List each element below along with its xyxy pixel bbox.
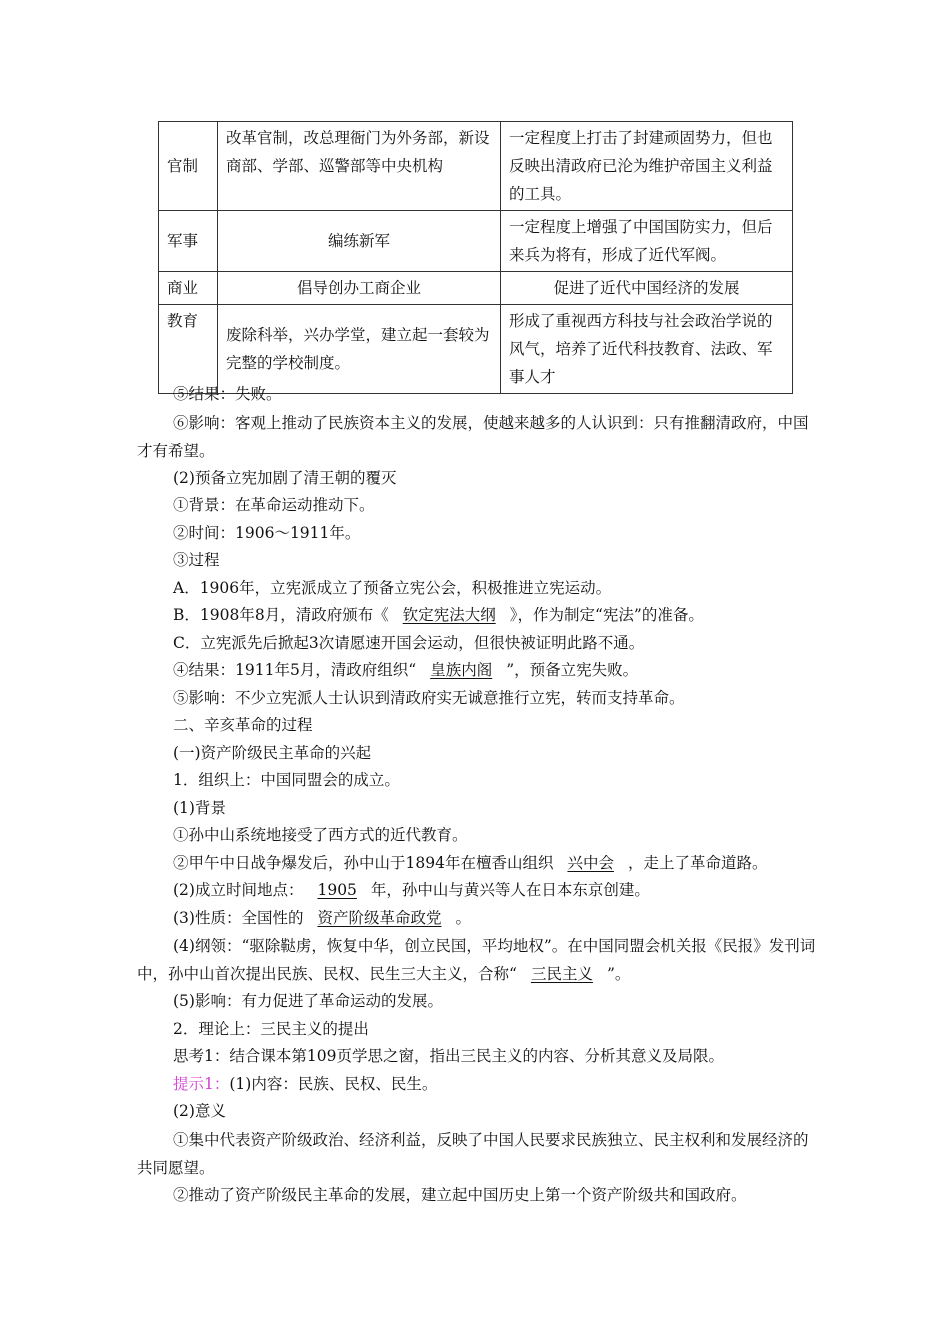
paragraph <box>137 850 817 878</box>
body-text <box>137 381 817 1209</box>
fill-blank-answer: 三民主义 <box>530 965 593 983</box>
text-span: (2)成立时间地点： <box>173 881 304 899</box>
paragraph: ②时间：1906～1911年。 <box>173 523 361 542</box>
text-span: ②甲午中日战争爆发后，孙中山于1894年在檀香山组织 <box>173 853 554 872</box>
paragraph: ⑤影响：不少立宪派人士认识到清政府实无诚意推行立宪，转而支持革命。 <box>173 688 685 707</box>
effect-cell: 一定程度上增强了中国国防实力，但后来兵为将有，形成了近代军阀。 <box>501 211 793 272</box>
text-span: ”。 <box>606 965 631 983</box>
paragraph: ①集中代表资产阶级政治、经济利益，反映了中国人民要求民族独立、民主权利和发展经济的共同愿望。 <box>137 1130 809 1177</box>
paragraph: ③过程 <box>173 551 220 569</box>
fill-blank-answer: 钦定宪法大纲 <box>402 606 496 624</box>
reform-table <box>158 121 793 394</box>
paragraph <box>137 932 817 988</box>
category-cell: 商业 <box>159 272 218 305</box>
content-cell: 编练新军 <box>218 211 501 272</box>
paragraph: C．立宪派先后掀起3次请愿速开国会运动，但很快被证明此路不通。 <box>173 633 645 652</box>
paragraph: ②推动了资产阶级民主革命的发展，建立起中国历史上第一个资产阶级共和国政府。 <box>173 1185 747 1204</box>
paragraph: ①孙中山系统地接受了西方式的近代教育。 <box>173 826 468 844</box>
effect-cell: 一定程度上打击了封建顽固势力，但也反映出清政府已沦为维护帝国主义利益的工具。 <box>501 122 793 211</box>
text-span: 。 <box>455 908 471 927</box>
text-span: (4)纲领：“驱除鞑虏，恢复中华，创立民国，平均地权”。在中国同盟会机关报《民报》发刊词中，孙中山首次提出民族、民权、民生三大主义，合称“ <box>137 937 816 983</box>
paragraph: (5)影响：有力促进了革命运动的发展。 <box>173 992 443 1010</box>
effect-cell: 形成了重视西方科技与社会政治学说的风气，培养了近代科技教育、法政、军事人才 <box>501 305 793 394</box>
hint-paragraph <box>137 1071 817 1099</box>
content-cell: 改革官制，改总理衙门为外务部，新设商部、学部、巡警部等中央机构 <box>218 122 501 211</box>
table-row <box>159 122 793 211</box>
fill-blank-answer: 兴中会 <box>567 853 614 872</box>
fill-blank-answer: 皇族内阁 <box>430 661 493 679</box>
table-row <box>159 272 793 305</box>
effect-cell: 促进了近代中国经济的发展 <box>501 272 793 305</box>
content-cell: 废除科举，兴办学堂，建立起一套较为完整的学校制度。 <box>218 305 501 394</box>
text-span: ，走上了革命道路。 <box>627 853 768 872</box>
text-span: ”，预备立宪失败。 <box>506 661 639 679</box>
paragraph: (1)背景 <box>173 798 226 817</box>
paragraph <box>137 905 817 933</box>
category-cell: 教育 <box>159 305 218 394</box>
paragraph <box>137 602 817 630</box>
text-span: ④结果：1911年5月，清政府组织“ <box>173 661 417 679</box>
subheading: (一)资产阶级民主革命的兴起 <box>173 743 372 762</box>
text-span: 年，孙中山与黄兴等人在日本东京创建。 <box>370 881 650 899</box>
paragraph: (2)意义 <box>173 1102 226 1120</box>
content-cell: 倡导创办工商企业 <box>218 272 501 305</box>
paragraph: ⑤结果：失败。 <box>173 385 282 403</box>
category-cell: 军事 <box>159 211 218 272</box>
paragraph: 2．理论上：三民主义的提出 <box>173 1019 369 1038</box>
text-span: (1)内容：民族、民权、民生。 <box>229 1074 438 1093</box>
fill-blank-answer: 资产阶级革命政党 <box>317 908 442 927</box>
category-cell: 官制 <box>159 122 218 211</box>
text-span: 》，作为制定“宪法”的准备。 <box>509 606 704 624</box>
fill-blank-answer: 1905 <box>317 881 357 899</box>
paragraph: ⑥影响：客观上推动了民族资本主义的发展，使越来越多的人认识到：只有推翻清政府，中国才有希望。 <box>137 413 809 460</box>
section-heading: 二、辛亥革命的过程 <box>173 716 313 734</box>
table-row <box>159 211 793 272</box>
paragraph: A．1906年，立宪派成立了预备立宪公会，积极推进立宪运动。 <box>173 578 612 597</box>
paragraph: 1．组织上：中国同盟会的成立。 <box>173 771 400 789</box>
text-span: (3)性质：全国性的 <box>173 908 304 927</box>
hint-label: 提示1： <box>173 1074 230 1093</box>
text-span: B．1908年8月，清政府颁布《 <box>173 606 389 624</box>
paragraph: ①背景：在革命运动推动下。 <box>173 496 375 514</box>
subheading: (2)预备立宪加剧了清王朝的覆灭 <box>173 468 397 487</box>
question: 思考1：结合课本第109页学思之窗，指出三民主义的内容、分析其意义及局限。 <box>173 1047 724 1065</box>
paragraph <box>137 657 817 685</box>
paragraph <box>137 877 817 905</box>
